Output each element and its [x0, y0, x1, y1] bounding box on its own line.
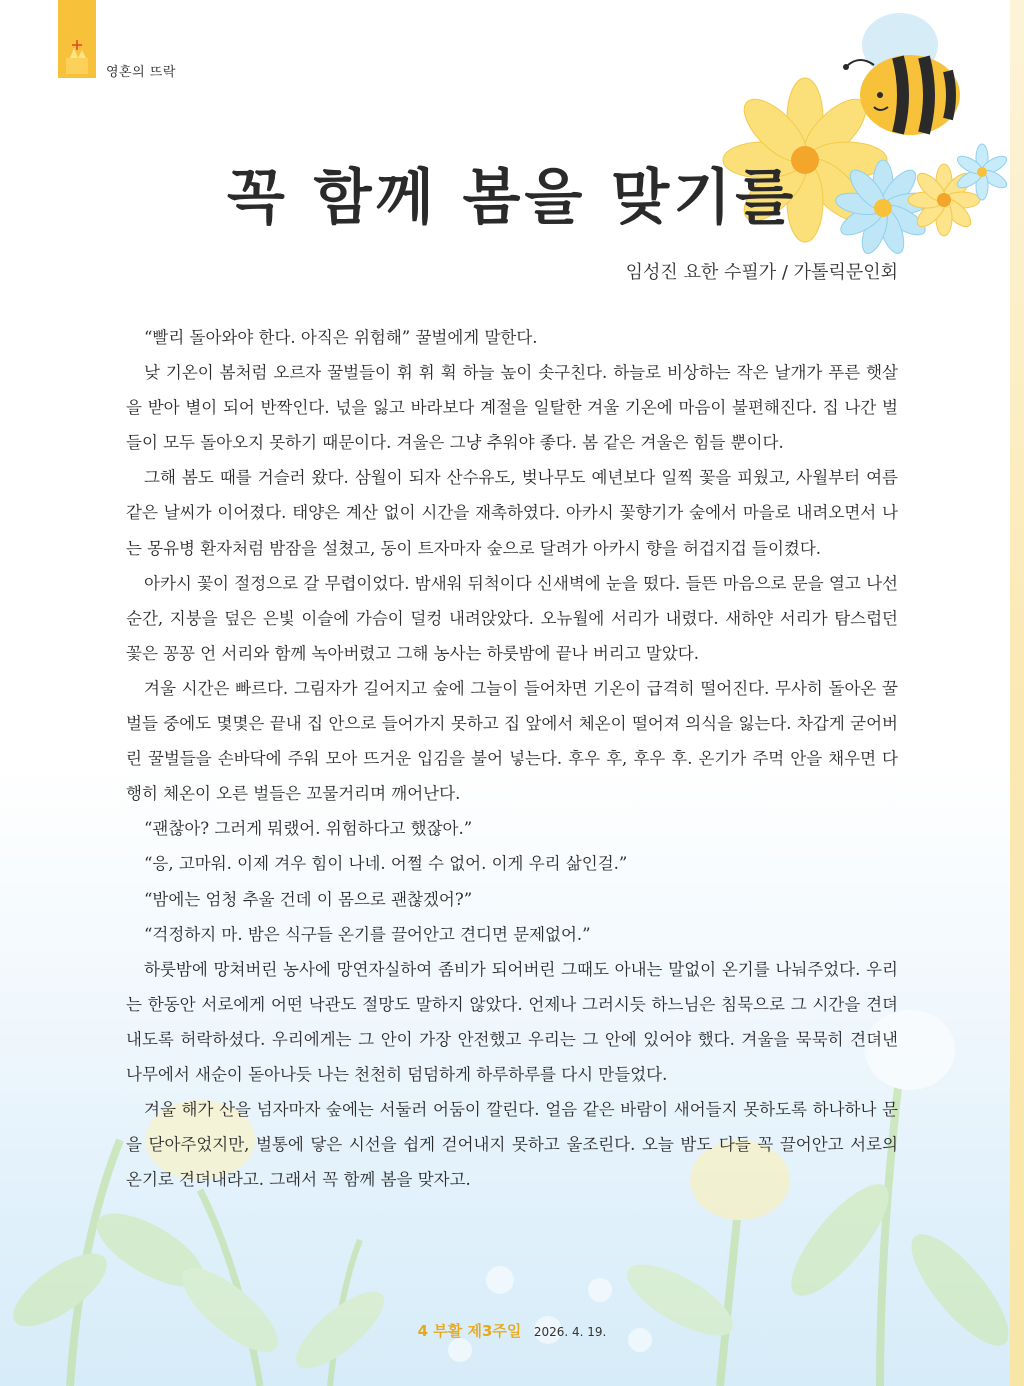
paragraph: 그해 봄도 때를 거슬러 왔다. 삼월이 되자 산수유도, 벚나무도 예년보다 일찍 꽃을 피웠고, 사월부터 여름 같은 날씨가 이어졌다. 태양은 계산 없이 시간을 재촉하였다. 아카시 꽃향기가 숲에서 마을로 내려오면서 나는 몽유병 환자처럼 밤잠을 설쳤고, 동이 트자마자 숲으로 달려가 아카시 향을 허겁지겁 들이켰다. — [126, 468, 898, 558]
paragraph: 낮 기온이 봄처럼 오르자 꿀벌들이 휘 휘 휙 하늘 높이 솟구친다. 하늘로 비상하는 작은 날개가 푸른 햇살을 받아 별이 되어 반짝인다. 넋을 잃고 바라보다 계절을 일탈한 겨울 기온에 마음이 불편해진다. 집 나간 벌들이 모두 돌아오지 못하기 때문이다. 겨울은 그냥 추워야 좋다. 봄 같은 겨울은 힘들 뿐이다. — [126, 363, 898, 453]
section-label: 영혼의 뜨락 — [106, 65, 176, 80]
page-footer — [0, 1320, 1024, 1341]
paragraph: 겨울 해가 산을 넘자마자 숲에는 서둘러 어둠이 깔린다. 얼음 같은 바람이 새어들지 못하도록 하나하나 문을 닫아주었지만, 벌통에 닿은 시선을 쉽게 걷어내지 못하고 울조린다. 오늘 밤도 다들 꼭 끌어안고 서로의 온기로 견뎌내라고. 그래서 꼭 함께 봄을 맞자고. — [126, 1100, 898, 1190]
paragraph: “괜찮아? 그러게 뭐랬어. 위험하다고 했잖아.” — [144, 819, 473, 839]
section-tab — [58, 0, 96, 78]
candle-icon — [62, 36, 92, 76]
paragraph: 하룻밤에 망쳐버린 농사에 망연자실하여 좀비가 되어버린 그때도 아내는 말없이 온기를 나눠주었다. 우리는 한동안 서로에게 어떤 낙관도 절망도 말하지 않았다. 언제나 그러시듯 하느님은 침묵으로 그 시간을 견뎌내도록 허락하셨다. 우리에게는 그 안이 가장 안전했고 우리는 그 안에 있어야 했다. 겨울을 묵묵히 견뎌낸 나무에서 새순이 돋아나듯 나는 천천히 덤덤하게 하루하루를 다시 만들었다. — [126, 959, 898, 1084]
paragraph: 겨울 시간은 빠르다. 그림자가 길어지고 숲에 그늘이 들어차면 기온이 급격히 떨어진다. 무사히 돌아온 꿀벌들 중에도 몇몇은 끝내 집 안으로 들어가지 못하고 집 앞에서 체온이 떨어져 의식을 잃는다. 차갑게 굳어버린 꿀벌들을 손바닥에 주워 모아 뜨거운 입김을 불어 넣는다. 후우 후, 후우 후. 온기가 주먹 안을 채우면 다행히 체온이 오른 벌들은 꼬물거리며 깨어난다. — [126, 678, 898, 804]
issue-label: 4 부활 제3주일 — [417, 1322, 522, 1340]
paragraph: “응, 고마워. 이제 겨우 힘이 나네. 어쩔 수 없어. 이게 우리 삶인걸.” — [144, 854, 628, 874]
author-byline: 임성진 요한 수필가 / 가톨릭문인회 — [625, 262, 898, 283]
paragraph: “걱정하지 마. 밤은 식구들 온기를 끌어안고 견디면 문제없어.” — [144, 924, 591, 944]
page-title: 꼭 함께 봄을 맞기를 — [226, 163, 798, 233]
issue-date: 2026. 4. 19. — [533, 1325, 607, 1339]
paragraph: “빨리 돌아와야 한다. 아직은 위험해” 꿀벌에게 말한다. — [144, 328, 538, 347]
paragraph: “밤에는 엄청 추울 건데 이 몸으로 괜찮겠어?” — [144, 889, 473, 909]
essay-body — [126, 320, 898, 1197]
paragraph: 아카시 꽃이 절정으로 갈 무렵이었다. 밤새워 뒤척이다 신새벽에 눈을 떴다. 들뜬 마음으로 문을 열고 나선 순간, 지붕을 덮은 은빛 이슬에 가슴이 덜컹 내려앉았다. 오뉴월에 서리가 내렸다. 새하얀 서리가 탐스럽던 꽃은 꽁꽁 언 서리와 함께 녹아버렸고 그해 농사는 하룻밤에 끝나 버리고 말았다. — [126, 573, 898, 663]
